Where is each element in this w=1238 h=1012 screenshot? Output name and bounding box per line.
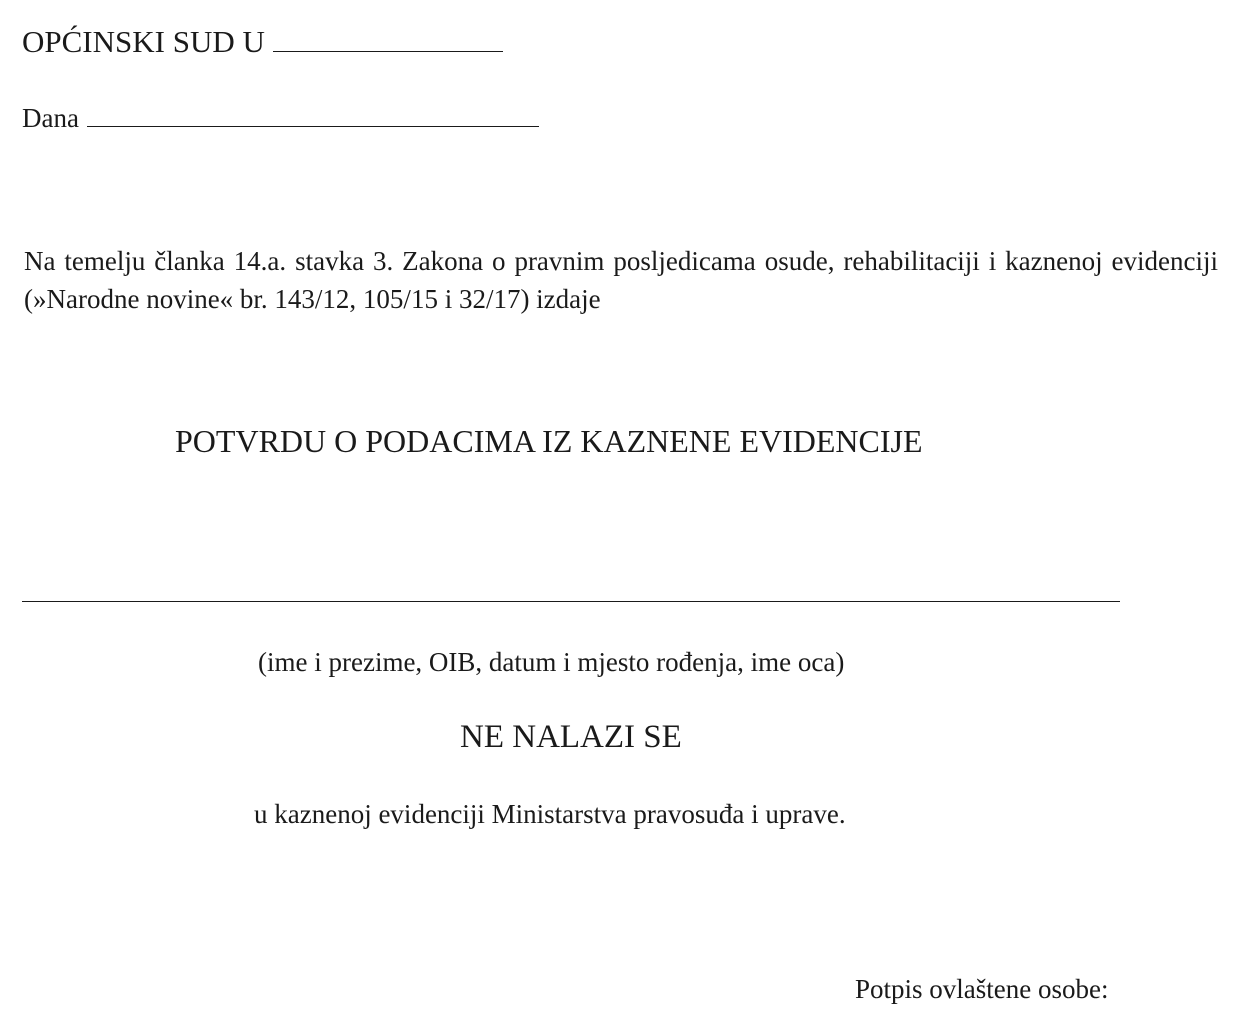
person-details-blank[interactable] — [22, 601, 1120, 602]
person-details-caption: (ime i prezime, OIB, datum i mjesto rođenja, ime oca) — [258, 647, 845, 677]
registry-statement: u kaznenoj evidenciji Ministarstva pravosuđa i uprave. — [254, 799, 846, 829]
court-label: OPĆINSKI SUD U — [22, 24, 265, 59]
date-line — [22, 100, 539, 136]
court-line — [22, 22, 503, 62]
signature-label: Potpis ovlaštene osobe: — [855, 974, 1109, 1004]
document-title: POTVRDU O PODACIMA IZ KAZNENE EVIDENCIJE — [175, 423, 923, 459]
date-blank[interactable] — [87, 102, 539, 127]
finding-statement: NE NALAZI SE — [460, 719, 682, 755]
court-name-blank[interactable] — [273, 23, 503, 52]
legal-basis-paragraph: Na temelju članka 14.a. stavka 3. Zakona o pravnim posljedicama osude, rehabilitaciji i kaznenoj evidenciji (»Narodne novine« br. 143/12, 105/15 i 32/17) izdaje — [24, 246, 1218, 314]
date-label: Dana — [22, 103, 79, 133]
